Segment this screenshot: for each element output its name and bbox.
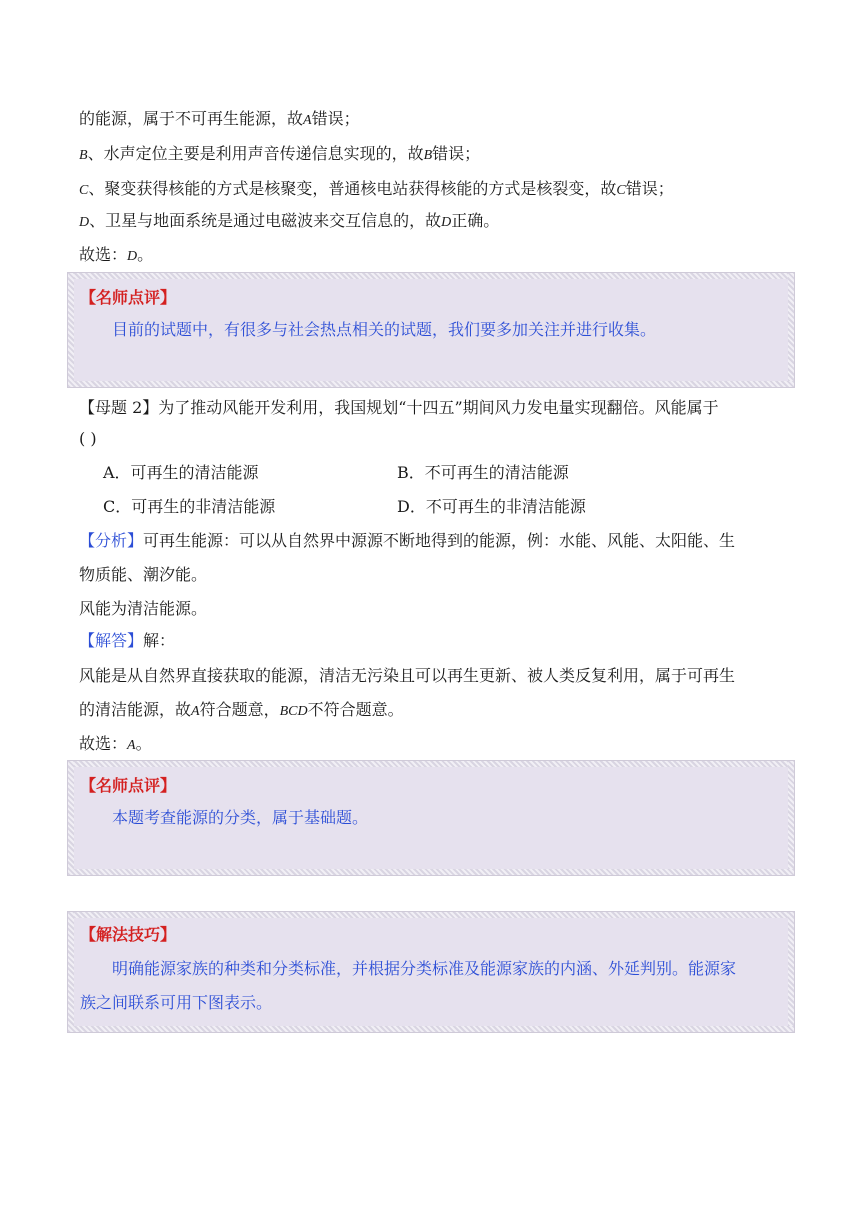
answer-line-2: 风能是从自然界直接获取的能源，清洁无污染且可以再生更新、被人类反复利用，属于可再生 — [79, 666, 736, 685]
option-a: A．可再生的清洁能源 — [103, 463, 259, 482]
solution-technique-box — [67, 911, 795, 1033]
prev-answer-line-a: 的能源，属于不可再生能源，故A错误； — [79, 109, 360, 128]
technique-body-line-1: 明确能源家族的种类和分类标准，并根据分类标准及能源家族的内涵、外延判别。能源家 — [112, 959, 737, 978]
answer-label: 【解答】 — [79, 631, 144, 650]
technique-title: 【解法技巧】 — [80, 925, 177, 944]
answer-line-3: 的清洁能源，故A符合题意，BCD不符合题意。 — [79, 700, 404, 719]
analysis-line-2: 物质能、潮汐能。 — [79, 565, 208, 584]
analysis-line-3: 风能为清洁能源。 — [79, 599, 208, 618]
prev-answer-line-d: D、卫星与地面系统是通过电磁波来交互信息的，故D正确。 — [79, 211, 500, 230]
analysis-line-1: 【分析】可再生能源：可以从自然界中源源不断地得到的能源，例：水能、风能、太阳能、生 — [79, 531, 736, 550]
prev-answer-line-b: B、水声定位主要是利用声音传递信息实现的，故B错误； — [79, 144, 481, 163]
comment-title: 【名师点评】 — [80, 288, 177, 307]
comment-title: 【名师点评】 — [80, 776, 177, 795]
teacher-comment-box-1 — [67, 272, 795, 388]
option-c: C．可再生的非清洁能源 — [103, 497, 276, 516]
comment-body: 本题考查能源的分类，属于基础题。 — [112, 808, 369, 827]
analysis-label: 【分析】 — [79, 531, 144, 550]
prev-answer-choice: 故选：D。 — [79, 245, 154, 264]
technique-body-line-2: 族之间联系可用下图表示。 — [80, 993, 273, 1012]
answer-choice: 故选：A。 — [79, 734, 152, 753]
prev-answer-line-c: C、聚变获得核能的方式是核聚变，普通核电站获得核能的方式是核裂变，故C错误； — [79, 179, 674, 198]
answer-line-1: 【解答】解： — [79, 631, 176, 650]
option-d: D．不可再生的非清洁能源 — [397, 497, 586, 516]
question-2-blank: ( ) — [79, 429, 97, 448]
comment-body: 目前的试题中，有很多与社会热点相关的试题，我们要多加关注并进行收集。 — [112, 320, 657, 339]
teacher-comment-box-2 — [67, 760, 795, 876]
question-2-stem: 【母题 2】为了推动风能开发利用，我国规划“十四五”期间风力发电量实现翻倍。风能属于 — [79, 398, 719, 417]
option-b: B．不可再生的清洁能源 — [397, 463, 569, 482]
